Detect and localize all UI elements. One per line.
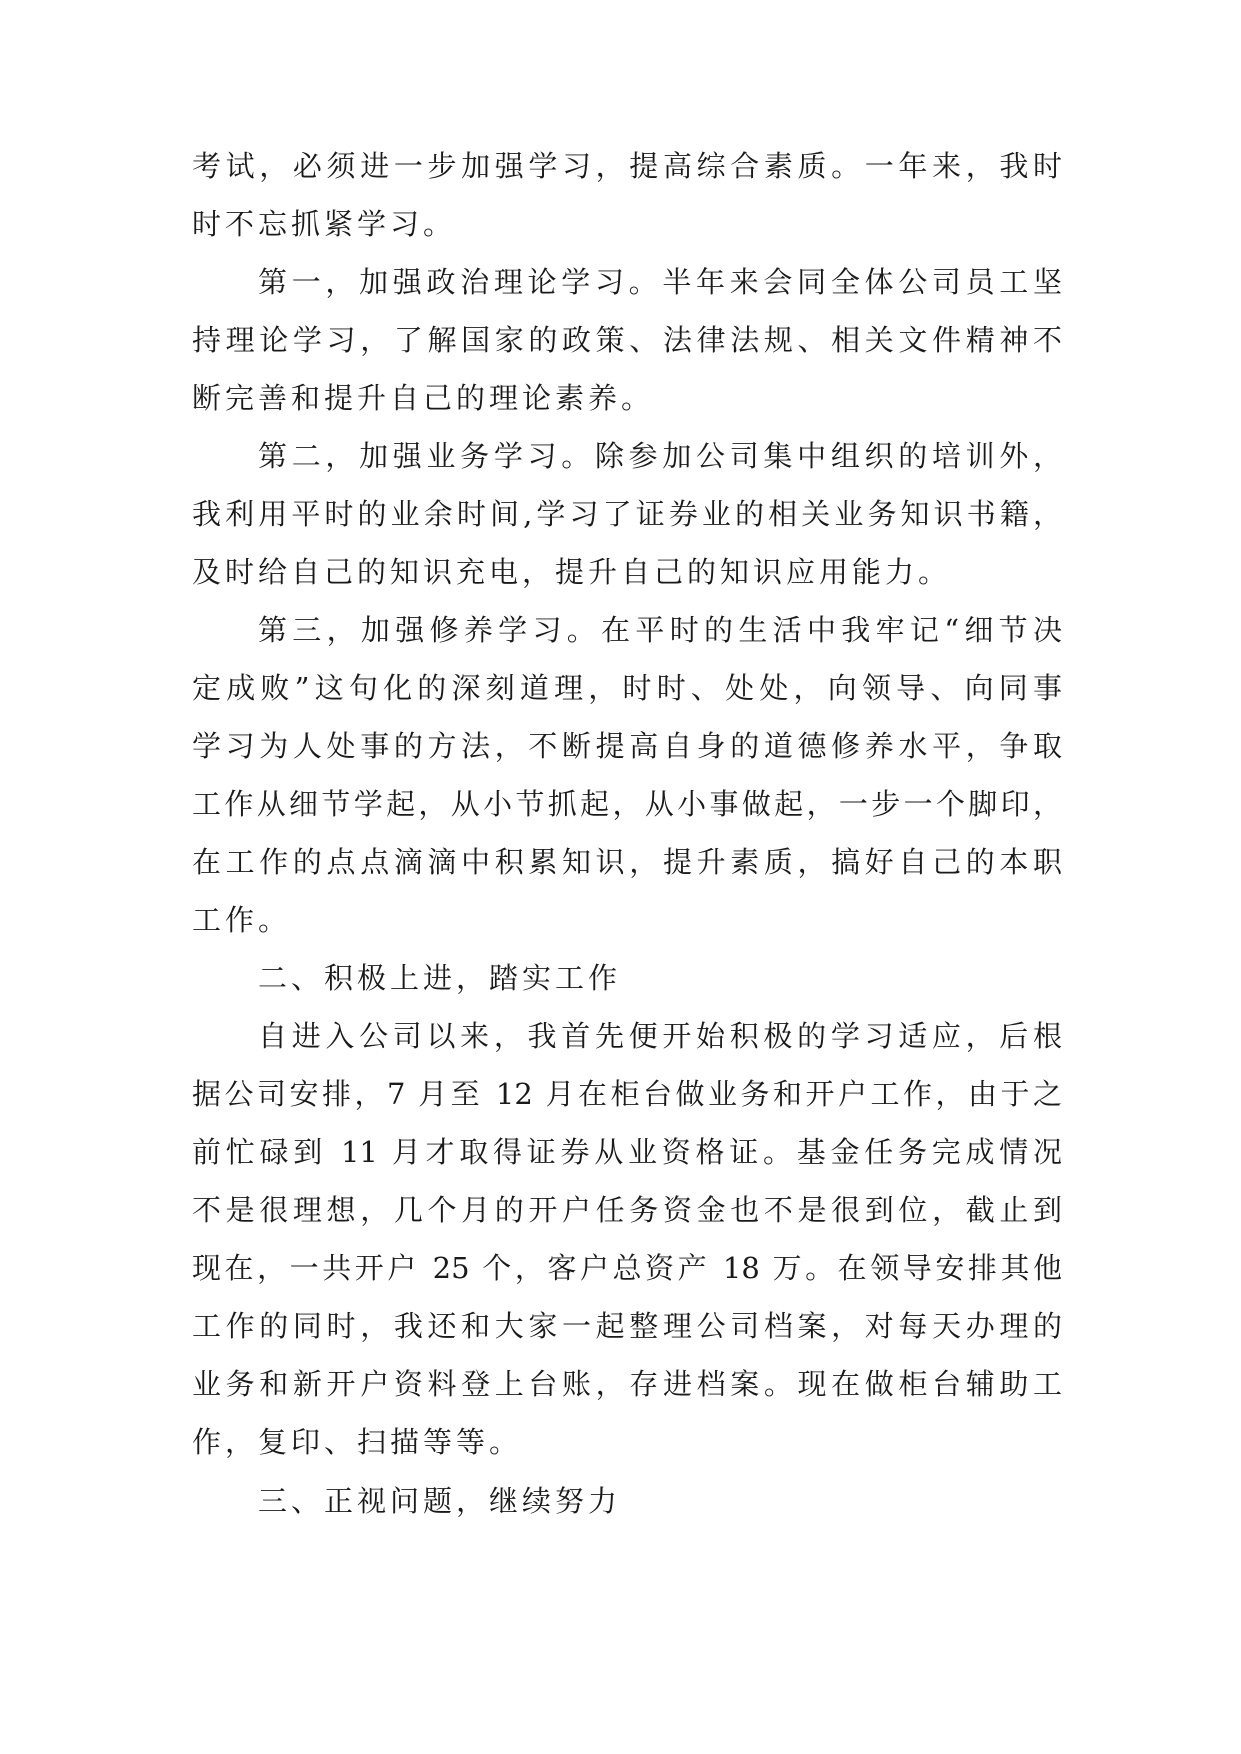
text-line: 现在，一共开户 25 个，客户总资产 18 万。在领导安排其他 <box>192 1251 1062 1285</box>
text-line: 断完善和提升自己的理论素养。 <box>192 381 655 415</box>
text-line: 学习为人处事的方法，不断提高自身的道德修养水平，争取 <box>192 729 1062 763</box>
text-line: 前忙碌到 11 月才取得证券从业资格证。基金任务完成情况 <box>192 1135 1062 1169</box>
text-line: 及时给自己的知识充电，提升自己的知识应用能力。 <box>192 555 952 589</box>
text-line: 定成败”这句化的深刻道理，时时、处处，向领导、向同事 <box>192 671 1062 705</box>
paragraph-heading-line: 第二，加强业务学习。除参加公司集中组织的培训外， <box>258 439 1062 473</box>
text-line: 考试，必须进一步加强学习，提高综合素质。一年来，我时 <box>192 149 1062 183</box>
section-heading: 二、积极上进，踏实工作 <box>258 961 622 995</box>
text-line: 据公司安排，7 月至 12 月在柜台做业务和开户工作，由于之 <box>192 1077 1062 1111</box>
text-line: 不是很理想，几个月的开户任务资金也不是很到位，截止到 <box>192 1193 1062 1227</box>
text-line: 作，复印、扫描等等。 <box>192 1425 523 1459</box>
text-line: 时不忘抓紧学习。 <box>192 207 457 241</box>
section-heading: 三、正视问题，继续努力 <box>258 1484 622 1518</box>
paragraph-heading-line: 第三，加强修养学习。在平时的生活中我牢记“细节决 <box>258 613 1062 647</box>
text-line: 持理论学习，了解国家的政策、法律法规、相关文件精神不 <box>192 323 1062 357</box>
text-line: 工作的同时，我还和大家一起整理公司档案，对每天办理的 <box>192 1309 1062 1343</box>
paragraph-heading-line: 第一，加强政治理论学习。半年来会同全体公司员工坚 <box>258 265 1062 299</box>
text-line: 工作从细节学起，从小节抓起，从小事做起，一步一个脚印， <box>192 787 1062 821</box>
text-line: 在工作的点点滴滴中积累知识，提升素质，搞好自己的本职 <box>192 845 1062 879</box>
text-line: 我利用平时的业余时间,学习了证券业的相关业务知识书籍， <box>192 497 1062 531</box>
text-line: 业务和新开户资料登上台账，存进档案。现在做柜台辅助工 <box>192 1367 1062 1401</box>
text-line: 工作。 <box>192 903 292 937</box>
text-line: 自进入公司以来，我首先便开始积极的学习适应，后根 <box>258 1019 1062 1053</box>
